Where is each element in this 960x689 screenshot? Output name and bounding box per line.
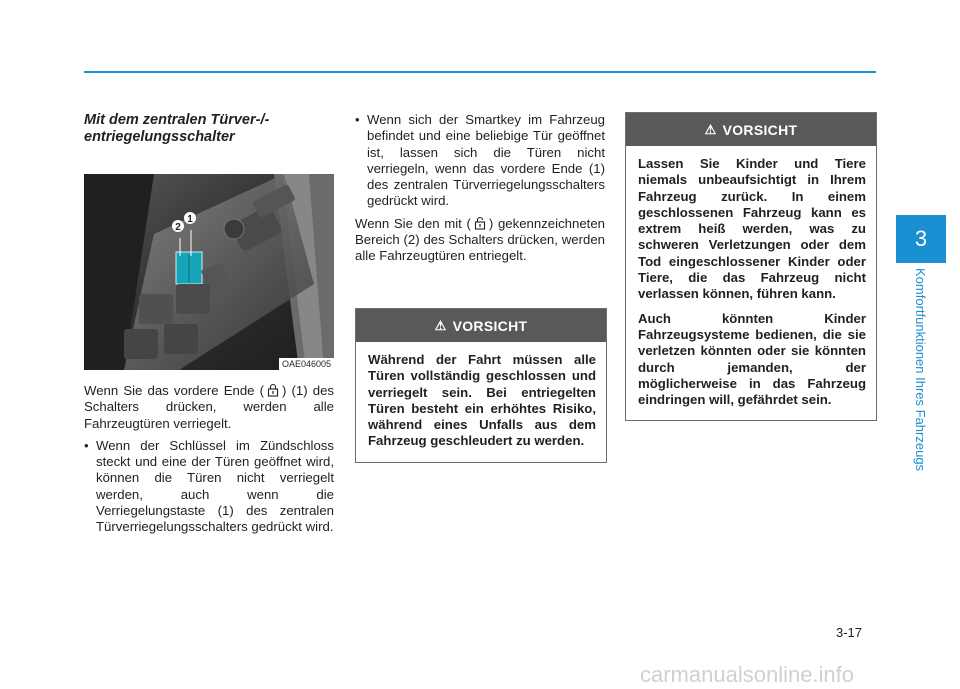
page-number: 3-17 [836,625,863,640]
section-heading: Mit dem zentralen Türver-/-entriegelungsschalter [84,112,270,145]
bullet-smartkey: • Wenn sich der Smartkey im Fahrzeug befindet und eine beliebige Tür geöffnet ist, lassen sich die Türen nicht verriegeln, wenn das vordere Ende (1) des zentralen Türverriegelungsschalters gedrückt wird. [355,112,605,210]
warning-triangle-icon: ⚠ [704,121,717,137]
warning-header [356,309,606,342]
unlock-paragraph-end: ) gekennzeichneten Bereich (2) des Schalters drücken, werden alle Fahrzeugtüren entriegelt. [355,215,605,264]
callout-2: 2 [175,222,181,233]
warning-box-children [625,112,877,421]
unlock-paragraph [355,216,605,265]
top-rule [84,71,876,73]
warning-triangle-icon: ⚠ [434,317,447,333]
chapter-title: Komfortfunktionen Ihres Fahrzeugs [913,268,928,472]
door-switch-photo [84,174,334,370]
warning-title: VORSICHT [452,317,528,334]
callout-1: 1 [187,214,193,225]
door-switch-illustration [84,174,334,370]
lock-paragraph [84,383,334,432]
lock-paragraph-end: ) (1) des Schalters drücken, werden alle Fahrzeugtüren verriegelt. [84,383,334,431]
column-middle [355,112,605,265]
lock-paragraph-start: Wenn Sie das vordere Ende ( [84,383,264,398]
warning-body [626,146,876,420]
warning-body [356,342,606,462]
bullet-ignition: • Wenn der Schlüssel im Zündschloss steckt und eine der Türen geöffnet wird, können die Türen nicht verriegelt werden, auch wenn die Verriegelungstaste (1) des zentralen Türverriegelungsschalters gedrückt wird. [84,438,334,536]
unlock-paragraph-start: Wenn Sie den mit ( [355,215,471,231]
chapter-tab: 3 [896,215,946,263]
unlock-icon [473,216,487,230]
warning-box-driving [355,308,607,463]
warning-text-children: Lassen Sie Kinder und Tiere niemals unbeaufsichtigt in Ihrem Fahrzeug zurück. In einem geschlossenen Fahrzeug kann es extrem heiß werden, was zu schweren Verletzungen oder dem Tod eingeschlossener Kinder oder Tiere, die das Fahrzeug nicht verlassen können, führen kann. [638,156,866,302]
column-left [84,112,334,536]
warning-text-systems: Auch könnten Kinder Fahrzeugsysteme bedienen, die sie verletzen könnten oder sie könnten durch jemanden, der möglicherweise in das Fahrzeug eindringen will, gefährdet sein. [638,310,866,408]
lock-icon [266,383,280,397]
chapter-title-vertical [898,268,944,490]
warning-text: Während der Fahrt müssen alle Türen vollständig geschlossen und verriegelt sein. Bei entriegelten Türen besteht ein erhöhtes Risiko, während eines Unfalls aus dem Fahrzeug geschleudert zu werden. [368,352,596,449]
image-code: OAE046005 [279,358,334,370]
warning-title: VORSICHT [722,121,798,138]
warning-header [626,113,876,146]
watermark: carmanualsonline.info [640,662,855,687]
